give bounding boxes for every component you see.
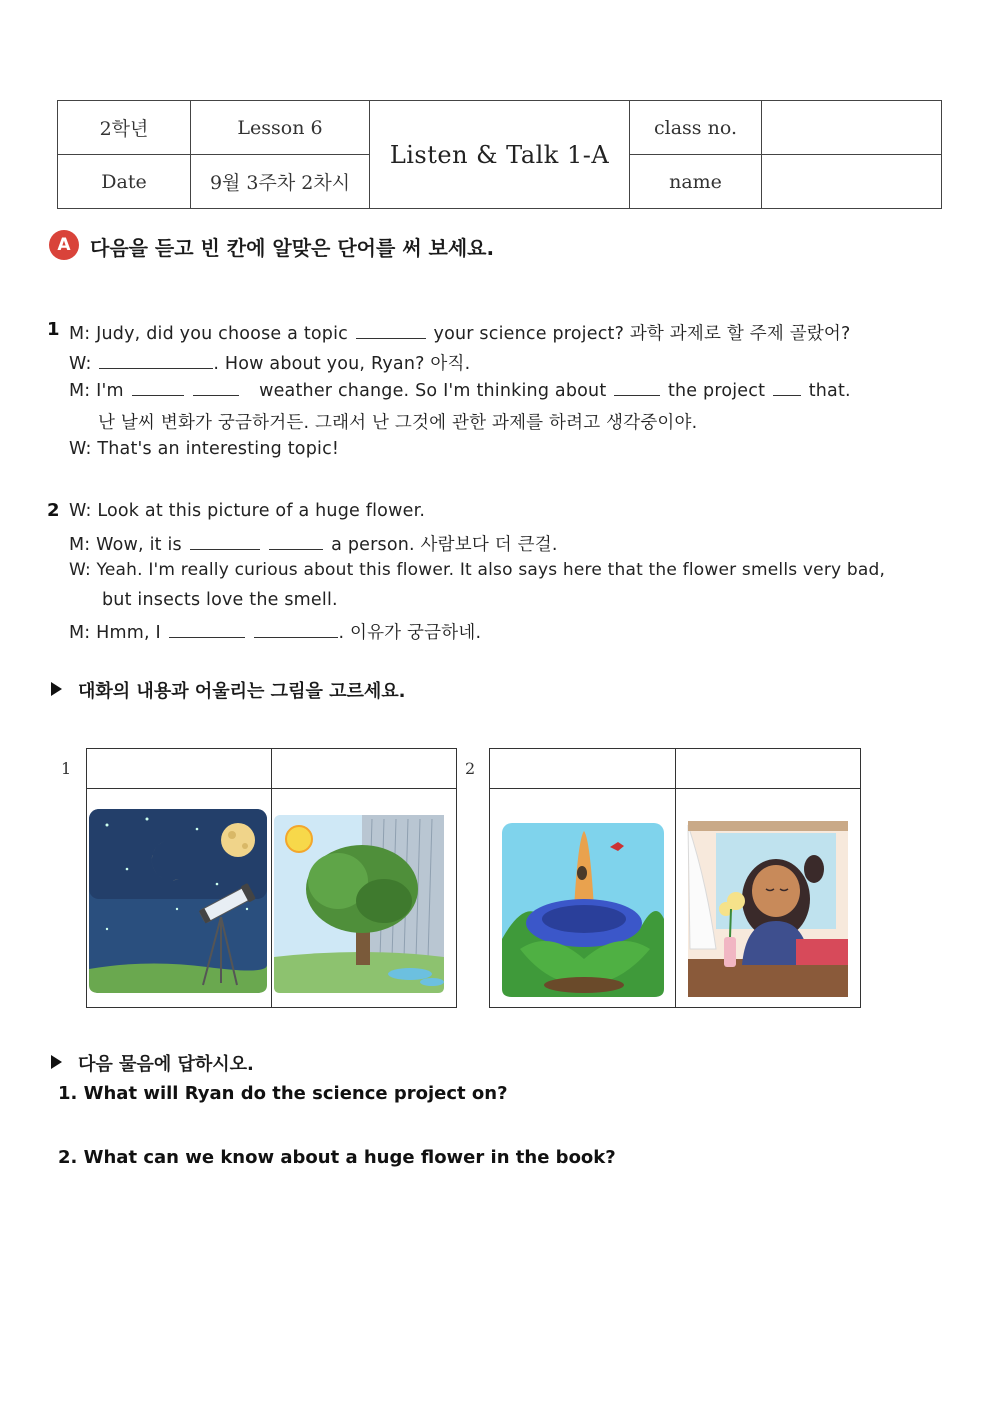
answer-box[interactable] [676,749,861,789]
text-segment: weather change. So I'm thinking about [259,381,607,401]
answer-blank[interactable] [614,380,660,396]
dialogue-1-line-1 [69,320,851,345]
grade-cell: 2학년 [58,101,191,155]
class-no-field[interactable] [762,101,942,155]
text-segment: M: Hmm, I [69,623,161,643]
text-segment: . 이유가 궁금하네. [338,623,482,643]
picture-task-instruction: 대화의 내용과 어울리는 그림을 고르세요. [78,681,406,702]
questions-instruction: 다음 물음에 답하시오. [78,1054,254,1075]
name-label: name [630,155,762,209]
text-segment: your science project? 과학 과제로 할 주제 골랐어? [433,324,851,344]
picture-grid-1 [86,748,457,1008]
dialogue-2-line-2 [69,531,558,556]
answer-blank[interactable] [99,353,213,369]
section-a-badge: A [49,230,79,260]
answer-box[interactable] [87,749,272,789]
date-value: 9월 3주차 2차시 [191,155,370,209]
answer-blank[interactable] [269,534,323,550]
lesson-cell: Lesson 6 [191,101,370,155]
answer-blank[interactable] [190,534,260,550]
night-sky-telescope-picture[interactable] [87,789,272,1008]
play-triangle-icon [51,682,62,696]
text-segment: M: Wow, it is [69,535,182,555]
dialogue-2-line-3: W: Yeah. I'm really curious about this flower. It also says here that the flower smells very bad, [69,560,886,580]
dialogue-2-line-1: W: Look at this picture of a huge flower. [69,501,426,521]
answer-blank[interactable] [773,380,801,396]
answer-box[interactable] [490,749,676,789]
huge-flower-picture[interactable] [490,789,676,1008]
dialogue-2-number: 2 [47,500,60,521]
dialogue-1-line-2 [69,350,470,375]
text-segment: W: [69,354,92,374]
header-table [57,100,942,209]
night-sky-telescope-illustration [87,789,271,1003]
girl-smelling-flowers-picture[interactable] [676,789,861,1008]
worksheet-title: Listen & Talk 1-A [370,101,630,209]
dialogue-2-line-5 [69,619,481,644]
dialogue-1-line-5: W: That's an interesting topic! [69,439,340,459]
section-a-instruction: 다음을 듣고 빈 칸에 알맞은 단어를 써 보세요. [90,236,495,260]
dialogue-1-line-3 [69,380,851,401]
text-segment: . How about you, Ryan? 아직. [213,354,471,374]
dialogue-1-line-4: 난 날씨 변화가 궁금하거든. 그래서 난 그것에 관한 과제를 하려고 생각중이야. [98,413,698,433]
tree-rain-illustration [272,789,456,1003]
text-segment: that. [808,381,851,401]
answer-blank[interactable] [193,380,239,396]
girl-smelling-flowers-illustration [676,789,860,1003]
answer-blank[interactable] [132,380,184,396]
text-segment: the project [667,381,766,401]
answer-blank[interactable] [169,622,245,638]
text-segment: a person. 사람보다 더 큰걸. [331,535,558,555]
picture-grid-1-label: 1 [61,759,72,778]
text-segment: M: I'm [69,381,124,401]
text-segment: M: Judy, did you choose a topic [69,324,348,344]
answer-blank[interactable] [254,622,338,638]
name-field[interactable] [762,155,942,209]
dialogue-2-line-4: but insects love the smell. [102,590,338,610]
question-1: 1. What will Ryan do the science project on? [58,1083,508,1104]
picture-grid-2-label: 2 [465,759,476,778]
class-no-label: class no. [630,101,762,155]
dialogue-1-number: 1 [47,319,60,340]
huge-flower-illustration [490,789,675,1003]
answer-box[interactable] [272,749,457,789]
date-label: Date [58,155,191,209]
play-triangle-icon [51,1055,62,1069]
answer-blank[interactable] [356,323,426,339]
question-2: 2. What can we know about a huge flower in the book? [58,1147,616,1168]
tree-rain-picture[interactable] [272,789,457,1008]
picture-grid-2 [489,748,861,1008]
